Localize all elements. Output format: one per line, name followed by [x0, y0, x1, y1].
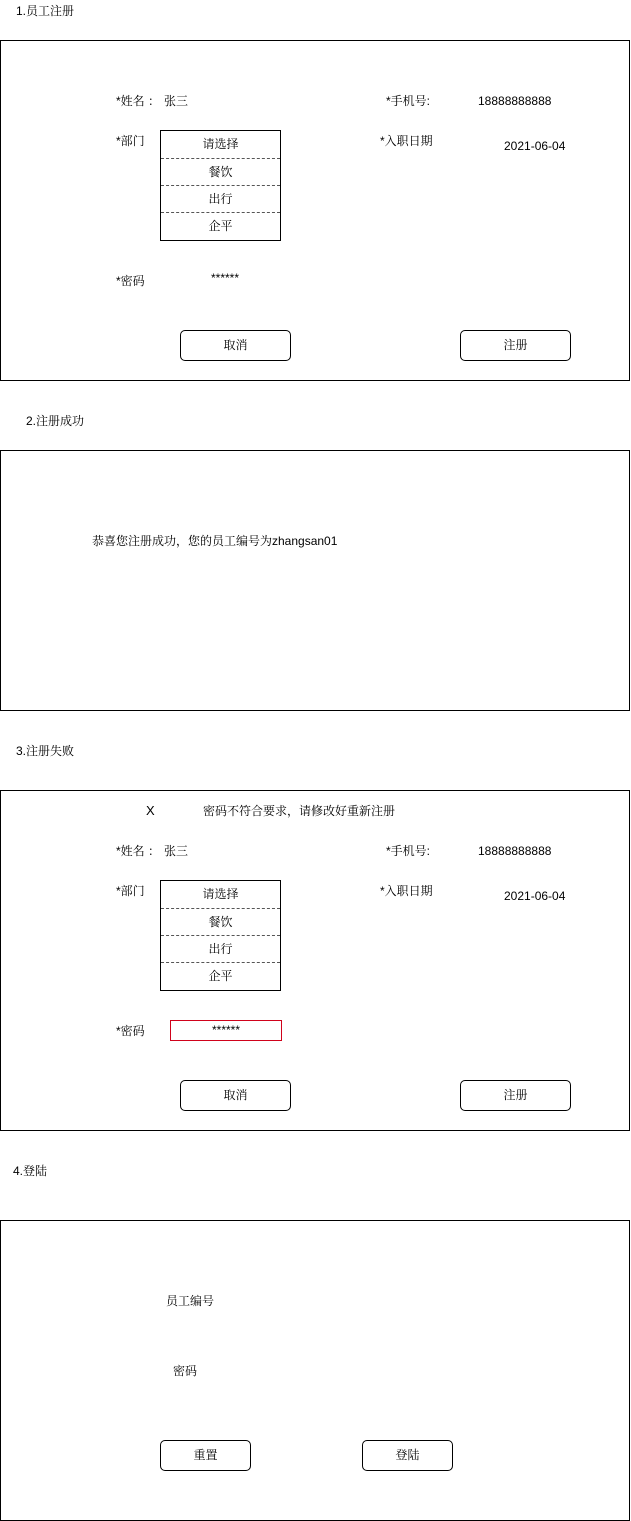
name-label: *姓名 ： [116, 94, 161, 108]
hire-date-label: *入职日期 [380, 134, 433, 148]
login-password-label: 密码 [173, 1364, 198, 1378]
department-option[interactable]: 企平 [161, 962, 280, 989]
success-panel [0, 450, 630, 711]
department-option[interactable]: 请选择 [202, 887, 239, 901]
section-title-register: 1.员工注册 [16, 4, 75, 18]
name-value[interactable]: 张三 [164, 844, 189, 858]
department-label: *部门 [116, 134, 145, 148]
department-option[interactable]: 餐饮 [161, 158, 280, 185]
name-label: *姓名 ： [116, 844, 161, 858]
error-message: 密码不符合要求，请修改好重新注册 [203, 804, 396, 818]
section-title-failure: 3.注册失败 [16, 744, 75, 758]
section-title-login: 4.登陆 [13, 1164, 48, 1178]
phone-value[interactable]: 18888888888 [478, 94, 552, 108]
department-select[interactable] [160, 130, 281, 241]
login-button[interactable]: 登陆 [362, 1440, 453, 1471]
department-option[interactable]: 请选择 [202, 137, 239, 151]
register-button[interactable]: 注册 [460, 1080, 571, 1111]
department-option[interactable]: 出行 [161, 935, 280, 962]
password-label: *密码 [116, 1024, 145, 1038]
cancel-button[interactable]: 取消 [180, 1080, 291, 1111]
close-icon[interactable]: X [146, 803, 155, 818]
success-message: 恭喜您注册成功，您的员工编号为zhangsan01 [92, 534, 338, 548]
hire-date-value[interactable]: 2021-06-04 [504, 889, 566, 903]
department-select[interactable] [160, 880, 281, 991]
failure-form-panel [0, 790, 630, 1131]
department-option[interactable]: 餐饮 [161, 908, 280, 935]
register-form-panel [0, 40, 630, 381]
password-value[interactable]: ****** [211, 271, 240, 285]
department-option[interactable]: 企平 [161, 212, 280, 239]
password-input-error[interactable]: ****** [170, 1020, 282, 1041]
department-option[interactable]: 出行 [161, 185, 280, 212]
phone-label: *手机号: [386, 94, 431, 108]
password-label: *密码 [116, 274, 145, 288]
login-panel [0, 1220, 630, 1521]
section-title-success: 2.注册成功 [26, 414, 85, 428]
reset-button[interactable]: 重置 [160, 1440, 251, 1471]
employee-id-label: 员工编号 [166, 1294, 215, 1308]
name-value[interactable]: 张三 [164, 94, 189, 108]
register-button[interactable]: 注册 [460, 330, 571, 361]
hire-date-label: *入职日期 [380, 884, 433, 898]
cancel-button[interactable]: 取消 [180, 330, 291, 361]
hire-date-value[interactable]: 2021-06-04 [504, 139, 566, 153]
phone-value[interactable]: 18888888888 [478, 844, 552, 858]
department-label: *部门 [116, 884, 145, 898]
phone-label: *手机号: [386, 844, 431, 858]
